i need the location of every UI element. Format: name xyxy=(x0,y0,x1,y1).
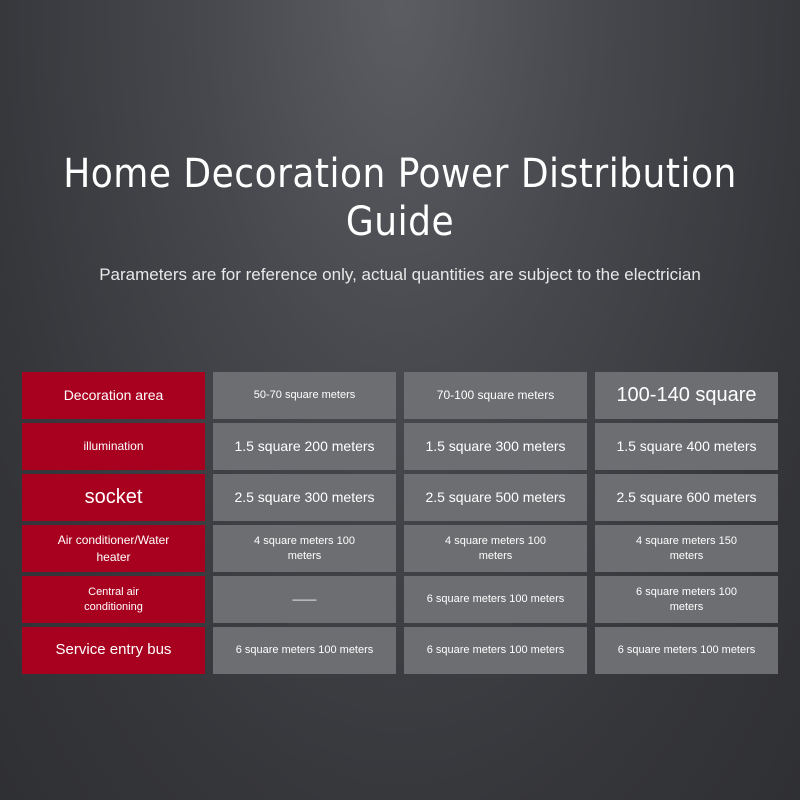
table-cell: 4 square meters 150 meters xyxy=(595,525,778,572)
row-label-decoration-area: Decoration area xyxy=(22,372,205,419)
table-cell: 6 square meters 100 meters xyxy=(404,627,587,674)
row-label-air-conditioner-water-heater: Air conditioner/Water heater xyxy=(22,525,205,572)
table-cell: 1.5 square 400 meters xyxy=(595,423,778,470)
table-cell: 6 square meters 100 meters xyxy=(595,576,778,623)
row-label-central-air-conditioning: Central air conditioning xyxy=(22,576,205,623)
row-label-illumination: illumination xyxy=(22,423,205,470)
table-cell: 1.5 square 300 meters xyxy=(404,423,587,470)
page-title xyxy=(0,150,800,246)
table-cell: 6 square meters 100 meters xyxy=(404,576,587,623)
table-cell: —— xyxy=(213,576,396,623)
row-label-socket: socket xyxy=(22,474,205,521)
table-cell: 100-140 square xyxy=(595,372,778,419)
table-cell: 70-100 square meters xyxy=(404,372,587,419)
table-cell: 2.5 square 300 meters xyxy=(213,474,396,521)
table-cell: 6 square meters 100 meters xyxy=(595,627,778,674)
subtitle: Parameters are for reference only, actual quantities are subject to the electrician xyxy=(99,265,701,284)
title-line-2: Guide xyxy=(345,199,455,245)
table-cell: 6 square meters 100 meters xyxy=(213,627,396,674)
table-cell: 4 square meters 100 meters xyxy=(404,525,587,572)
row-label-service-entry-bus: Service entry bus xyxy=(22,627,205,674)
power-distribution-table xyxy=(22,372,778,674)
table-cell: 50-70 square meters xyxy=(213,372,396,419)
table-cell: 2.5 square 600 meters xyxy=(595,474,778,521)
table-cell: 2.5 square 500 meters xyxy=(404,474,587,521)
table-cell: 1.5 square 200 meters xyxy=(213,423,396,470)
table-cell: 4 square meters 100 meters xyxy=(213,525,396,572)
title-line-1: Home Decoration Power Distribution xyxy=(63,151,737,197)
